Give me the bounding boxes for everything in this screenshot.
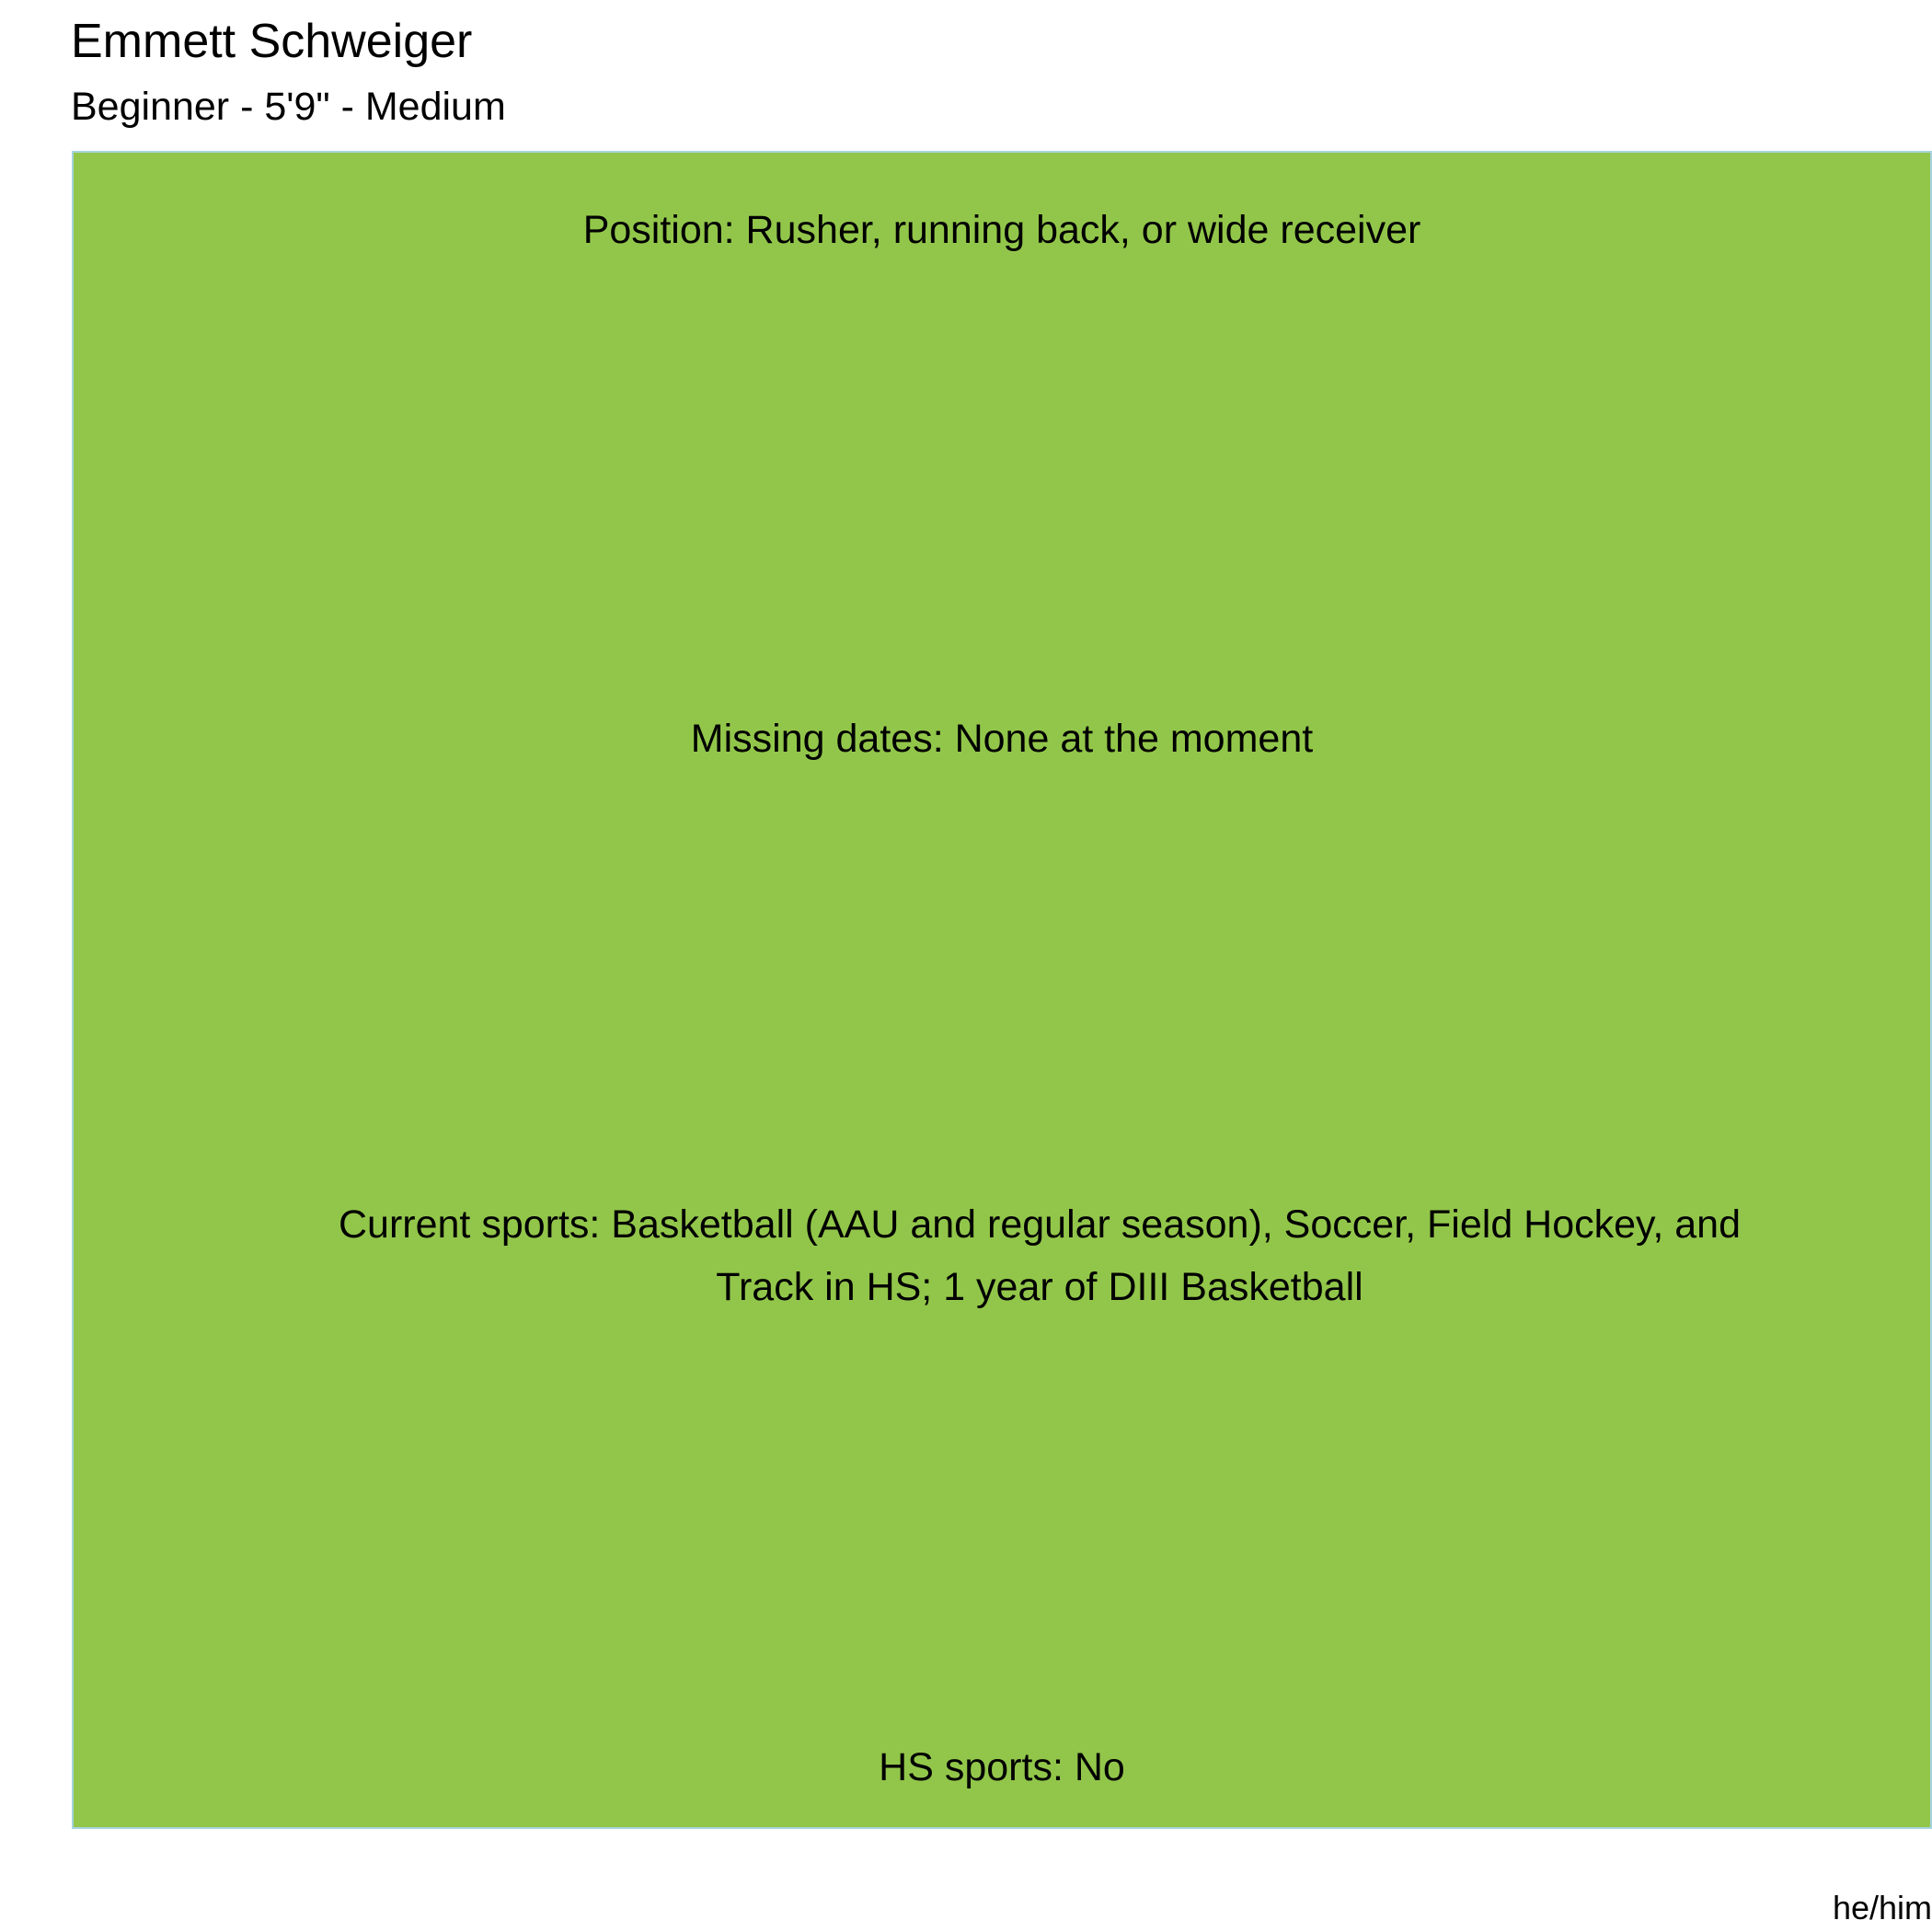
position-text: Position: Rusher, running back, or wide receiver bbox=[582, 208, 1421, 252]
hs-sports-text: HS sports: No bbox=[879, 1745, 1125, 1789]
info-panel bbox=[72, 151, 1932, 1829]
player-name: Emmett Schweiger bbox=[71, 15, 473, 68]
missing-dates-text: Missing dates: None at the moment bbox=[690, 717, 1314, 761]
pronouns-label: he/him bbox=[1832, 1889, 1932, 1926]
player-details: Beginner - 5'9" - Medium bbox=[71, 85, 506, 129]
current-sports-text: Current sports: Basketball (AAU and regular season), Soccer, Field Hockey, and Track in HS; 1 year of DIII Basketball bbox=[338, 1202, 1742, 1309]
